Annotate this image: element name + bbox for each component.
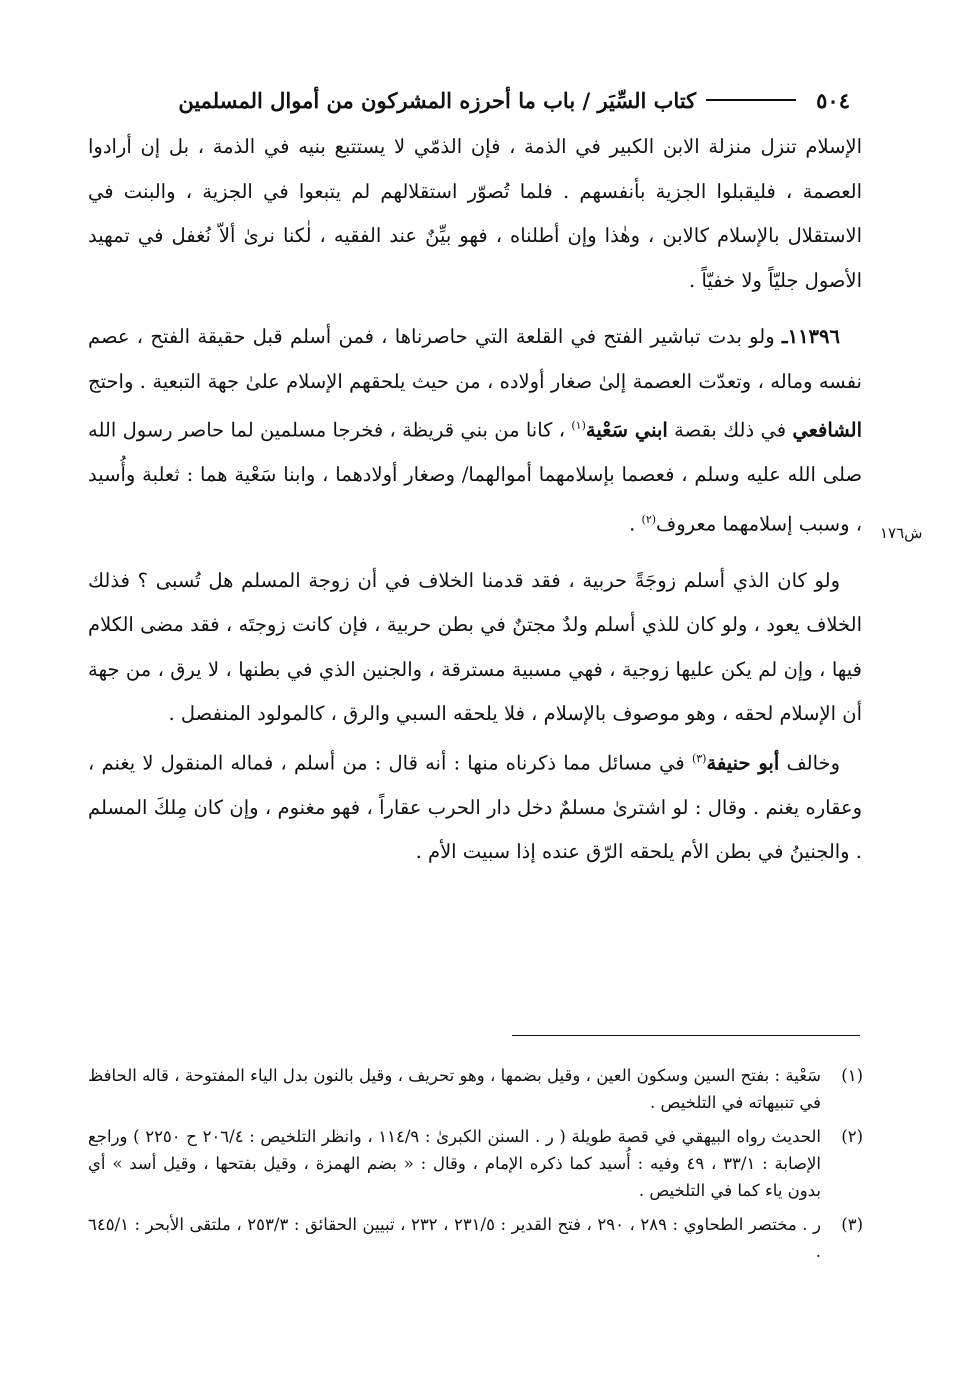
footnote-number: (١) bbox=[841, 1066, 863, 1085]
name-sons-of-saya: ابني سَعْية bbox=[585, 418, 668, 442]
paragraph-4 bbox=[88, 737, 862, 875]
name-abu-hanifa: أبو حنيفة bbox=[706, 751, 780, 774]
footnote-ref-3: (٣) bbox=[691, 751, 707, 765]
footnote-separator bbox=[512, 1035, 860, 1036]
footnote-number: (٣) bbox=[841, 1215, 863, 1234]
footnote-text: ر . مختصر الطحاوي : ٢٨٩ ، ٢٩٠ ، فتح القدير : ٢٣١/٥ ، ٢٣٢ ، تبيين الحقائق : ٢٥٣/٣ ، ملتقى الأبحر : ٦٤٥/١ . bbox=[88, 1215, 821, 1261]
paragraph-1: الإسلام تنزل منزلة الابن الكبير في الذمة ، فإن الذمّي لا يستتبع بنيه في الذمة ، بل إن أرادوا العصمة ، فليقبلوا الجزية بأنفسهم . فلما تُصوّر استقلالهم لم يتبعوا في الجزية ، والبنت في الاستقلال بالإسلام كالابن ، وهٰذا وإن أطلناه ، فهو بيِّنٌ عند الفقيه ، لٰكنا نرىٰ ألاّ نُغفل في تمهيد الأصول جليّاً ولا خفيّاً . bbox=[88, 135, 862, 292]
margin-note: ش١٧٦ bbox=[880, 524, 923, 542]
main-text bbox=[88, 125, 862, 875]
name-shafii: الشافعي bbox=[792, 418, 863, 442]
running-header bbox=[90, 80, 850, 120]
page-number: ٥٠٤ bbox=[816, 87, 850, 113]
paragraph-2 bbox=[88, 315, 862, 547]
footnote-text: سَعْية : بفتح السين وسكون العين ، وقيل بضمها ، وهو تحريف ، وقيل بالنون بدل الياء المفتوحة ، قاله الحافظ في تنبيهاته في التلخيص . bbox=[88, 1066, 821, 1112]
chapter-title: كتاب السِّيَر / باب ما أحرزه المشركون من أموال المسلمين bbox=[178, 87, 697, 113]
paragraph-4-text-a: وخالف bbox=[786, 751, 840, 774]
footnote bbox=[88, 1062, 863, 1116]
paragraph-2-text-a: ولو بدت تباشير الفتح في القلعة التي حاصرناها ، فمن أسلم قبل حقيقة الفتح ، عصم نفسه وماله ، وتعدّت العصمة إلىٰ صغار أولاده ، من حيث يلحقهم الإسلام علىٰ جهة التبعية . واحتج bbox=[88, 325, 862, 393]
header-rule bbox=[706, 99, 796, 101]
footnote-ref-2: (٢) bbox=[641, 512, 657, 526]
footnote-text: الحديث رواه البيهقي في قصة طويلة ( ر . السنن الكبرىٰ : ١١٤/٩ ، وانظر التلخيص : ٢٠٦/٤ ح ٢٢٥٠ ) وراجع الإصابة : ٣٣/١ ، ٤٩ وفيه : أُسيد كما ذكره الإمام ، وقال : « بضم الهمزة ، وقيل بفتحها ، وقيل أسد » أي بدون ياء كما في التلخيص . bbox=[88, 1127, 822, 1200]
issue-number: ١١٣٩٦ـ bbox=[781, 325, 840, 348]
footnote bbox=[88, 1211, 863, 1265]
paragraph-2-text-c: ، كانا من بني قريظة ، فخرجا مسلمين لما حاصر رسول الله صلى الله عليه وسلم ، فعصما بإسلامهما أموالهما/ وصغار أولادهما ، وابنا سَعْية هما : ثعلبة وأُسيد ، وسبب إسلامهما معروف bbox=[88, 418, 862, 535]
paragraph-2-end: . bbox=[629, 512, 642, 535]
footnote bbox=[88, 1123, 863, 1204]
footnotes bbox=[88, 1062, 863, 1272]
paragraph-2-text-b: في ذلك بقصة bbox=[674, 418, 787, 442]
footnote-ref-1: (١) bbox=[571, 419, 586, 432]
paragraph-3: ولو كان الذي أسلم زوجَةً حربية ، فقد قدمنا الخلاف في أن زوجة المسلم هل تُسبى ؟ فذلك الخلاف يعود ، ولو كان للذي أسلم ولدٌ مجتنٌ في بطن حربية ، فإن كانت زوجتَه ، فقد مضى الكلام فيها ، وإن لم يكن عليها زوجية ، فهي مسبية مسترقة ، والجنين الذي في بطنها ، لا يرق ، من جهة أن الإسلام لحقه ، وهو موصوف بالإسلام ، فلا يلحقه السبي والرق ، كالمولود المنفصل . bbox=[88, 568, 862, 725]
paragraph-4-text-b: في مسائل مما ذكرناه منها : أنه قال : من أسلم ، فماله المنقول لا يغنم ، وعقاره يغنم . وقال : لو اشترىٰ مسلمٌ دخل دار الحرب عقاراً ، فهو مغنوم ، وإن كان مِلكَ المسلم . والجنينُ في بطن الأم يلحقه الرّق عنده إذا سبيت الأم . bbox=[88, 751, 862, 863]
footnote-number: (٢) bbox=[841, 1127, 863, 1146]
